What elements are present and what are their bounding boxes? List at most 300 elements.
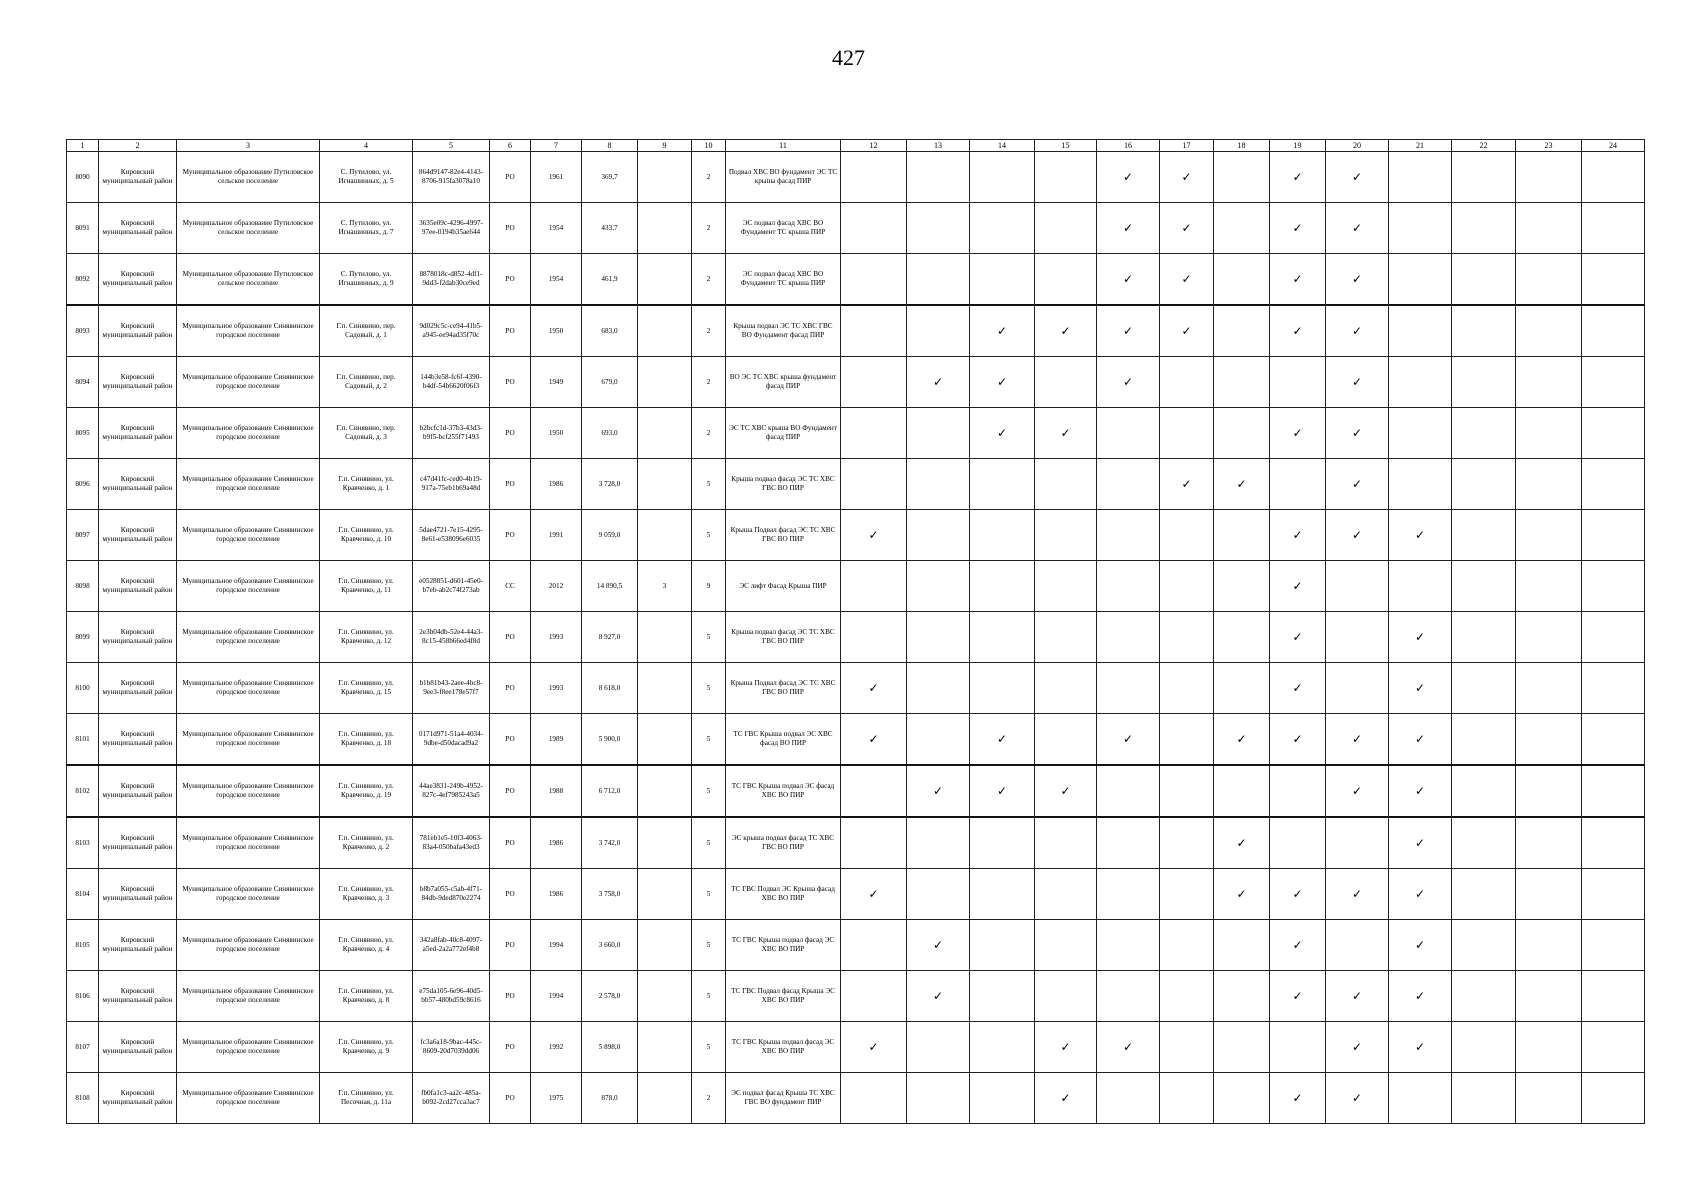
column-header-24: 24 [1582, 140, 1645, 152]
table-row [67, 714, 1645, 766]
column-header-18: 18 [1214, 140, 1270, 152]
empty-cell [1452, 408, 1516, 459]
empty-cell [1035, 869, 1097, 920]
type-cell: РО [490, 612, 531, 663]
floors-cell: 5 [692, 510, 726, 561]
empty-cell [1452, 510, 1516, 561]
empty-cell [1214, 561, 1270, 612]
check-mark-icon: ✓ [1270, 305, 1326, 357]
empty-cell [907, 663, 970, 714]
address-cell: Г.п. Синявино, ул. Кравченко, д. 9 [320, 1022, 413, 1073]
type-cell: РО [490, 459, 531, 510]
empty-cell [970, 971, 1035, 1022]
row-number: 8098 [67, 561, 99, 612]
check-mark-icon: ✓ [1097, 254, 1160, 306]
works-list-cell: ЭС крыша подвал фасад ТС ХВС ГВС ВО ПИР [726, 817, 841, 869]
column-header-2: 2 [99, 140, 177, 152]
column-header-19: 19 [1270, 140, 1326, 152]
empty-cell [1326, 561, 1389, 612]
empty-cell [1516, 920, 1582, 971]
floors-cell: 5 [692, 869, 726, 920]
check-mark-icon: ✓ [1160, 305, 1214, 357]
address-cell: Г.п. Синявино, ул. Кравченко, д. 15 [320, 663, 413, 714]
row-number: 8091 [67, 203, 99, 254]
check-mark-icon: ✓ [1035, 305, 1097, 357]
empty-cell [1097, 510, 1160, 561]
address-cell: Г.п. Синявино, ул. Кравченко, д. 12 [320, 612, 413, 663]
type-cell: РО [490, 510, 531, 561]
empty-cell [1214, 408, 1270, 459]
empty-cell [1516, 1022, 1582, 1073]
column-header-11: 11 [726, 140, 841, 152]
check-mark-icon: ✓ [1270, 510, 1326, 561]
empty-cell [1582, 1073, 1645, 1124]
house-guid-cell: b8b7a055-c5ab-4f71-84db-9ded870e2274 [413, 869, 490, 920]
row-number: 8100 [67, 663, 99, 714]
empty-cell [1516, 869, 1582, 920]
empty-cell [1389, 357, 1452, 408]
check-mark-icon: ✓ [970, 305, 1035, 357]
floors-cell: 5 [692, 817, 726, 869]
empty-cell [907, 254, 970, 306]
check-mark-icon: ✓ [1326, 714, 1389, 766]
column-header-21: 21 [1389, 140, 1452, 152]
floors-cell: 9 [692, 561, 726, 612]
type-cell: РО [490, 357, 531, 408]
column-header-1: 1 [67, 140, 99, 152]
works-list-cell: ТС ГВС Подвал ЭС Крыша фасад ХВС ВО ПИР [726, 869, 841, 920]
row-number: 8090 [67, 152, 99, 203]
year-cell: 1954 [531, 254, 582, 306]
area-cell: 369,7 [582, 152, 638, 203]
column-header-16: 16 [1097, 140, 1160, 152]
check-mark-icon: ✓ [907, 920, 970, 971]
floors-cell: 2 [692, 408, 726, 459]
empty-cell [907, 612, 970, 663]
empty-cell [1097, 817, 1160, 869]
floors-cell: 2 [692, 305, 726, 357]
empty-cell [1097, 663, 1160, 714]
empty-cell [1452, 1022, 1516, 1073]
column-9-cell [638, 305, 692, 357]
year-cell: 1993 [531, 663, 582, 714]
empty-cell [1326, 817, 1389, 869]
row-number: 8093 [67, 305, 99, 357]
house-guid-cell: 8878018c-d852-4df1-9dd3-f2dab30ce9ed [413, 254, 490, 306]
row-number: 8097 [67, 510, 99, 561]
empty-cell [1160, 510, 1214, 561]
empty-cell [1452, 459, 1516, 510]
empty-cell [1035, 920, 1097, 971]
empty-cell [1582, 1022, 1645, 1073]
column-header-23: 23 [1516, 140, 1582, 152]
house-guid-cell: c47d41fc-ced0-4b19-917a-75eb1b69a48d [413, 459, 490, 510]
floors-cell: 2 [692, 152, 726, 203]
floors-cell: 5 [692, 459, 726, 510]
municipality-cell: Муниципальное образование Синявинское городское поселение [177, 459, 320, 510]
empty-cell [1389, 203, 1452, 254]
empty-cell [1214, 1073, 1270, 1124]
works-list-cell: ЭС подвал фасад Крыша ТС ХВС ГВС ВО фундамент ПИР [726, 1073, 841, 1124]
column-9-cell [638, 714, 692, 766]
empty-cell [1582, 817, 1645, 869]
house-guid-cell: 3635e09c-4296-4997-97ee-0194b35ae644 [413, 203, 490, 254]
empty-cell [1452, 254, 1516, 306]
empty-cell [1516, 1073, 1582, 1124]
type-cell: РО [490, 203, 531, 254]
district-cell: Кировский муниципальный район [99, 869, 177, 920]
empty-cell [1035, 663, 1097, 714]
house-guid-cell: 2e3b04db-52e4-44a3-8c15-458b66ed4f8d [413, 612, 490, 663]
check-mark-icon: ✓ [1270, 408, 1326, 459]
year-cell: 1949 [531, 357, 582, 408]
check-mark-icon: ✓ [1389, 510, 1452, 561]
empty-cell [1516, 203, 1582, 254]
area-cell: 5 898,0 [582, 1022, 638, 1073]
check-mark-icon: ✓ [1389, 971, 1452, 1022]
column-header-8: 8 [582, 140, 638, 152]
works-list-cell: ТС ГВС Крыша подвал ЭС ХВС фасад ВО ПИР [726, 714, 841, 766]
house-guid-cell: 781eb1e5-10f3-4063-83a4-050bafa43ed3 [413, 817, 490, 869]
year-cell: 1986 [531, 817, 582, 869]
column-9-cell [638, 869, 692, 920]
empty-cell [1516, 612, 1582, 663]
empty-cell [1270, 765, 1326, 817]
check-mark-icon: ✓ [1389, 817, 1452, 869]
works-list-cell: Крыша подвал фасад ЭС ТС ХВС ГВС ВО ПИР [726, 459, 841, 510]
municipality-cell: Муниципальное образование Синявинское городское поселение [177, 1022, 320, 1073]
address-cell: Г.п. Синявино, ул. Кравченко, д. 8 [320, 971, 413, 1022]
house-guid-cell: b1b81b43-2aee-4bc8-9ee3-f8ee178e57f7 [413, 663, 490, 714]
empty-cell [841, 357, 907, 408]
area-cell: 3 660,0 [582, 920, 638, 971]
house-guid-cell: 44ae3831-249b-4952-827c-4ef7985243a5 [413, 765, 490, 817]
floors-cell: 2 [692, 203, 726, 254]
empty-cell [841, 203, 907, 254]
empty-cell [1389, 561, 1452, 612]
check-mark-icon: ✓ [1270, 152, 1326, 203]
floors-cell: 5 [692, 714, 726, 766]
empty-cell [1035, 357, 1097, 408]
works-list-cell: ЭС подвал фасад ХВС ВО Фундамент ТС крыша ПИР [726, 254, 841, 306]
empty-cell [1452, 612, 1516, 663]
empty-cell [1097, 920, 1160, 971]
empty-cell [1214, 971, 1270, 1022]
column-9-cell [638, 357, 692, 408]
municipality-cell: Муниципальное образование Путиловское сельское поселение [177, 254, 320, 306]
check-mark-icon: ✓ [1160, 254, 1214, 306]
empty-cell [1516, 817, 1582, 869]
floors-cell: 5 [692, 765, 726, 817]
empty-cell [1389, 305, 1452, 357]
empty-cell [907, 869, 970, 920]
house-guid-cell: e0528851-d601-45e0-b7eb-ab2c74f273ab [413, 561, 490, 612]
address-cell: Г.п. Синявино, пер. Садовый, д. 3 [320, 408, 413, 459]
column-header-15: 15 [1035, 140, 1097, 152]
type-cell: РО [490, 869, 531, 920]
empty-cell [1516, 765, 1582, 817]
empty-cell [1452, 203, 1516, 254]
empty-cell [1582, 714, 1645, 766]
check-mark-icon: ✓ [970, 408, 1035, 459]
column-header-17: 17 [1160, 140, 1214, 152]
empty-cell [1452, 714, 1516, 766]
check-mark-icon: ✓ [1270, 612, 1326, 663]
year-cell: 1988 [531, 765, 582, 817]
district-cell: Кировский муниципальный район [99, 971, 177, 1022]
table-row [67, 203, 1645, 254]
empty-cell [1160, 714, 1214, 766]
table-row [67, 817, 1645, 869]
register-table [66, 139, 1645, 1124]
house-guid-cell: b2bcfc1d-37b3-43d3-b9f5-bcf255f71493 [413, 408, 490, 459]
empty-cell [1097, 1073, 1160, 1124]
check-mark-icon: ✓ [1326, 1022, 1389, 1073]
empty-cell [907, 510, 970, 561]
empty-cell [970, 459, 1035, 510]
empty-cell [1452, 561, 1516, 612]
address-cell: Г.п. Синявино, ул. Кравченко, д. 2 [320, 817, 413, 869]
house-guid-cell: 0171d971-51a4-4034-9dbe-d50dacad9a2 [413, 714, 490, 766]
column-9-cell [638, 152, 692, 203]
municipality-cell: Муниципальное образование Синявинское городское поселение [177, 663, 320, 714]
house-guid-cell: 9d029c5c-ce94-41b5-a945-ee94ad35f70c [413, 305, 490, 357]
empty-cell [1582, 663, 1645, 714]
area-cell: 8 927,0 [582, 612, 638, 663]
works-list-cell: ЭС ТС ХВС крыша ВО Фундамент фасад ПИР [726, 408, 841, 459]
check-mark-icon: ✓ [1035, 765, 1097, 817]
empty-cell [1582, 357, 1645, 408]
floors-cell: 5 [692, 1022, 726, 1073]
row-number: 8108 [67, 1073, 99, 1124]
address-cell: Г.п. Синявино, ул. Кравченко, д. 11 [320, 561, 413, 612]
empty-cell [1516, 305, 1582, 357]
empty-cell [907, 1022, 970, 1073]
empty-cell [1452, 305, 1516, 357]
check-mark-icon: ✓ [1097, 357, 1160, 408]
type-cell: РО [490, 765, 531, 817]
empty-cell [1035, 561, 1097, 612]
district-cell: Кировский муниципальный район [99, 561, 177, 612]
type-cell: РО [490, 817, 531, 869]
column-9-cell [638, 765, 692, 817]
check-mark-icon: ✓ [1326, 1073, 1389, 1124]
table-body [67, 152, 1645, 1124]
table-row [67, 357, 1645, 408]
house-guid-cell: 342a8fab-40c8-4097-a5ed-2a2a772ef4b8 [413, 920, 490, 971]
empty-cell [907, 459, 970, 510]
area-cell: 693,0 [582, 408, 638, 459]
empty-cell [1160, 408, 1214, 459]
check-mark-icon: ✓ [1270, 869, 1326, 920]
empty-cell [1389, 1073, 1452, 1124]
empty-cell [907, 408, 970, 459]
empty-cell [1582, 203, 1645, 254]
address-cell: Г.п. Синявино, ул. Кравченко, д. 1 [320, 459, 413, 510]
house-guid-cell: e75da105-6e96-40d5-bb57-480bd59c8616 [413, 971, 490, 1022]
check-mark-icon: ✓ [841, 1022, 907, 1073]
year-cell: 1975 [531, 1073, 582, 1124]
empty-cell [1160, 357, 1214, 408]
area-cell: 683,0 [582, 305, 638, 357]
column-header-10: 10 [692, 140, 726, 152]
house-guid-cell: fb0fa1c3-aa2c-485a-b092-2cd27cca3ac7 [413, 1073, 490, 1124]
district-cell: Кировский муниципальный район [99, 920, 177, 971]
empty-cell [1270, 357, 1326, 408]
address-cell: Г.п. Синявино, ул. Кравченко, д. 18 [320, 714, 413, 766]
check-mark-icon: ✓ [1389, 663, 1452, 714]
empty-cell [841, 408, 907, 459]
empty-cell [1516, 510, 1582, 561]
empty-cell [1035, 459, 1097, 510]
check-mark-icon: ✓ [1326, 765, 1389, 817]
works-list-cell: ЭС лифт Фасад Крыша ПИР [726, 561, 841, 612]
municipality-cell: Муниципальное образование Синявинское городское поселение [177, 305, 320, 357]
year-cell: 1994 [531, 920, 582, 971]
area-cell: 3 758,0 [582, 869, 638, 920]
page-number: 427 [832, 45, 865, 70]
empty-cell [1097, 612, 1160, 663]
empty-cell [1160, 869, 1214, 920]
check-mark-icon: ✓ [1326, 869, 1389, 920]
empty-cell [1452, 1073, 1516, 1124]
empty-cell [841, 561, 907, 612]
column-9-cell: 3 [638, 561, 692, 612]
check-mark-icon: ✓ [1326, 459, 1389, 510]
municipality-cell: Муниципальное образование Синявинское городское поселение [177, 1073, 320, 1124]
area-cell: 3 728,0 [582, 459, 638, 510]
empty-cell [1452, 920, 1516, 971]
empty-cell [1160, 817, 1214, 869]
check-mark-icon: ✓ [1270, 714, 1326, 766]
column-9-cell [638, 254, 692, 306]
empty-cell [1270, 459, 1326, 510]
works-list-cell: Крыша Подвал фасад ЭС ТС ХВС ГВС ВО ПИР [726, 663, 841, 714]
type-cell: РО [490, 1022, 531, 1073]
municipality-cell: Муниципальное образование Синявинское городское поселение [177, 920, 320, 971]
check-mark-icon: ✓ [1389, 612, 1452, 663]
empty-cell [970, 1073, 1035, 1124]
column-number-header [67, 140, 1645, 152]
table-row [67, 869, 1645, 920]
house-guid-cell: 144b3e58-fc6f-4390-b4df-54b6620f06f3 [413, 357, 490, 408]
municipality-cell: Муниципальное образование Синявинское городское поселение [177, 612, 320, 663]
empty-cell [1214, 612, 1270, 663]
check-mark-icon: ✓ [1270, 920, 1326, 971]
type-cell: РО [490, 254, 531, 306]
municipality-cell: Муниципальное образование Синявинское городское поселение [177, 714, 320, 766]
empty-cell [1389, 152, 1452, 203]
empty-cell [841, 459, 907, 510]
row-number: 8106 [67, 971, 99, 1022]
year-cell: 1991 [531, 510, 582, 561]
area-cell: 461,9 [582, 254, 638, 306]
empty-cell [1035, 203, 1097, 254]
empty-cell [1035, 152, 1097, 203]
table-row [67, 1022, 1645, 1073]
empty-cell [841, 971, 907, 1022]
check-mark-icon: ✓ [1214, 459, 1270, 510]
type-cell: РО [490, 152, 531, 203]
area-cell: 679,0 [582, 357, 638, 408]
check-mark-icon: ✓ [1326, 510, 1389, 561]
municipality-cell: Муниципальное образование Путиловское сельское поселение [177, 152, 320, 203]
check-mark-icon: ✓ [1270, 203, 1326, 254]
table-row [67, 971, 1645, 1022]
house-guid-cell: 5dae4721-7e15-4295-8e61-e538096e6035 [413, 510, 490, 561]
house-guid-cell: fc3a6a18-9bac-445c-8609-20d7039dd06 [413, 1022, 490, 1073]
empty-cell [970, 817, 1035, 869]
empty-cell [1582, 254, 1645, 306]
works-list-cell: ТС ГВС Крыша подвал ЭС фасад ХВС ВО ПИР [726, 765, 841, 817]
district-cell: Кировский муниципальный район [99, 357, 177, 408]
column-header-9: 9 [638, 140, 692, 152]
row-number: 8094 [67, 357, 99, 408]
empty-cell [970, 663, 1035, 714]
empty-cell [841, 765, 907, 817]
empty-cell [907, 714, 970, 766]
empty-cell [841, 305, 907, 357]
check-mark-icon: ✓ [1214, 714, 1270, 766]
empty-cell [1516, 459, 1582, 510]
address-cell: Г.п. Синявино, ул. Кравченко, д. 4 [320, 920, 413, 971]
empty-cell [841, 254, 907, 306]
check-mark-icon: ✓ [1160, 459, 1214, 510]
empty-cell [1160, 663, 1214, 714]
check-mark-icon: ✓ [1389, 765, 1452, 817]
column-header-7: 7 [531, 140, 582, 152]
check-mark-icon: ✓ [1160, 203, 1214, 254]
empty-cell [1270, 1022, 1326, 1073]
check-mark-icon: ✓ [841, 510, 907, 561]
district-cell: Кировский муниципальный район [99, 203, 177, 254]
address-cell: Г.п. Синявино, ул. Кравченко, д. 19 [320, 765, 413, 817]
empty-cell [1582, 408, 1645, 459]
address-cell: Г.п. Синявино, ул. Кравченко, д. 10 [320, 510, 413, 561]
area-cell: 3 742,0 [582, 817, 638, 869]
empty-cell [1582, 612, 1645, 663]
type-cell: СС [490, 561, 531, 612]
row-number: 8107 [67, 1022, 99, 1073]
table-row [67, 612, 1645, 663]
works-list-cell: Крыша подвал ЭС ТС ХВС ГВС ВО Фундамент фасад ПИР [726, 305, 841, 357]
empty-cell [1035, 817, 1097, 869]
table-row [67, 408, 1645, 459]
check-mark-icon: ✓ [1270, 1073, 1326, 1124]
floors-cell: 2 [692, 1073, 726, 1124]
column-9-cell [638, 1022, 692, 1073]
empty-cell [1214, 510, 1270, 561]
empty-cell [1582, 869, 1645, 920]
check-mark-icon: ✓ [970, 714, 1035, 766]
empty-cell [970, 920, 1035, 971]
check-mark-icon: ✓ [1270, 561, 1326, 612]
check-mark-icon: ✓ [1160, 152, 1214, 203]
empty-cell [1035, 510, 1097, 561]
register-table-container [66, 139, 1630, 1124]
empty-cell [907, 305, 970, 357]
empty-cell [841, 612, 907, 663]
empty-cell [907, 1073, 970, 1124]
table-row [67, 561, 1645, 612]
year-cell: 1989 [531, 714, 582, 766]
empty-cell [841, 1073, 907, 1124]
check-mark-icon: ✓ [841, 663, 907, 714]
empty-cell [1582, 765, 1645, 817]
empty-cell [1516, 561, 1582, 612]
check-mark-icon: ✓ [1389, 714, 1452, 766]
check-mark-icon: ✓ [841, 714, 907, 766]
